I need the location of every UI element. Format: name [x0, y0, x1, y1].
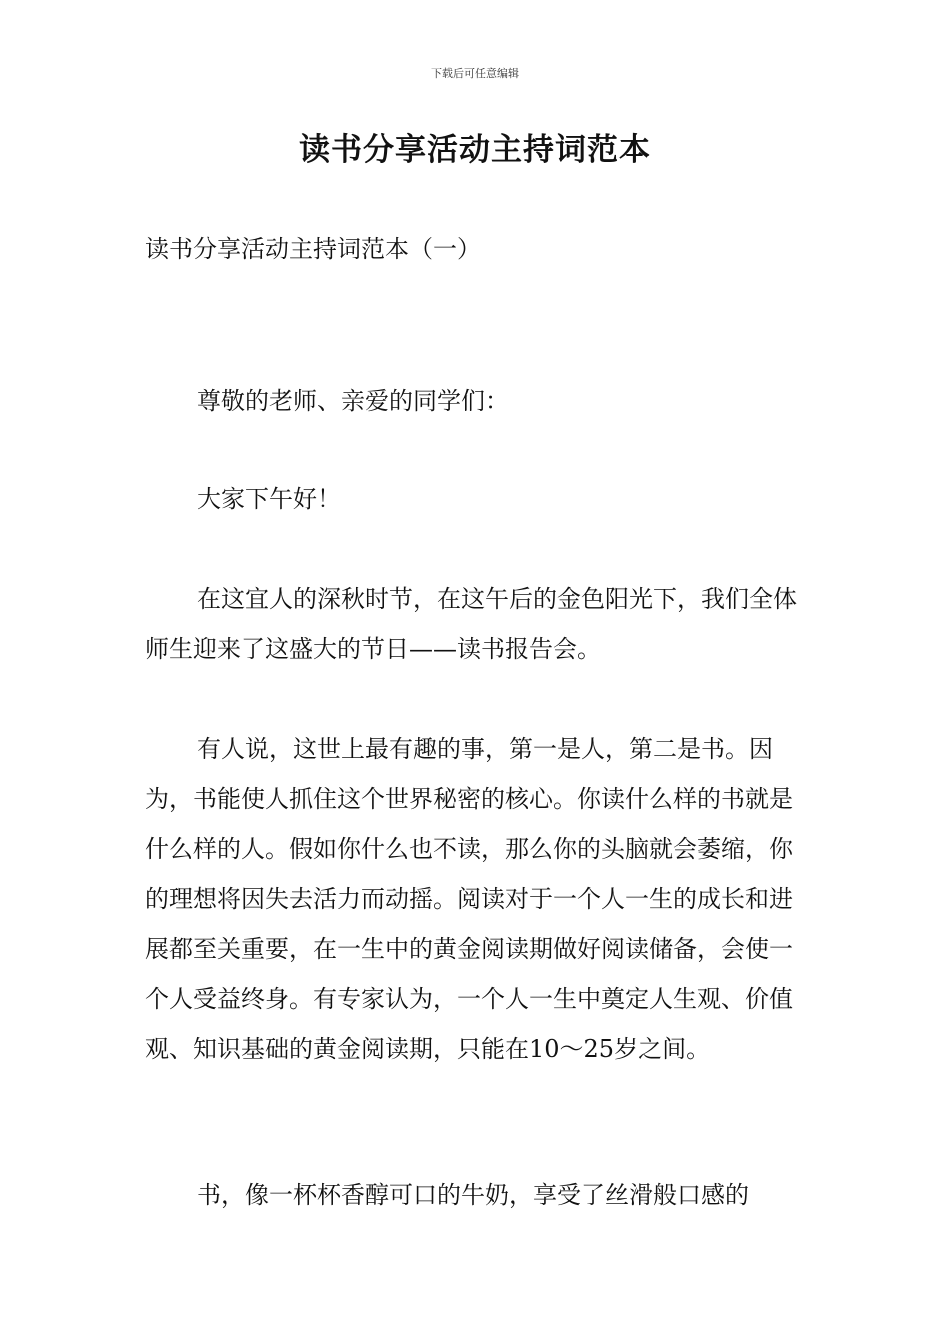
greeting-paragraph: 尊敬的老师、亲爱的同学们： — [197, 387, 509, 415]
opening-paragraph: 在这宜人的深秋时节，在这午后的金色阳光下，我们全体师生迎来了这盛大的节日——读书报告会。 — [145, 585, 797, 663]
document-title: 读书分享活动主持词范本 — [299, 132, 651, 168]
section-subtitle: 读书分享活动主持词范本（一） — [145, 235, 481, 263]
salutation-paragraph: 大家下午好！ — [197, 485, 341, 513]
header-note: 下载后可任意编辑 — [431, 67, 519, 80]
book-metaphor-paragraph: 书，像一杯杯香醇可口的牛奶，享受了丝滑般口感的 — [197, 1181, 749, 1209]
reading-importance-paragraph: 有人说，这世上最有趣的事，第一是人，第二是书。因为，书能使人抓住这个世界秘密的核心。你读什么样的书就是什么样的人。假如你什么也不读，那么你的头脑就会萎缩，你的理想将因失去活力而动摇。阅读对于一个人一生的成长和进展都至关重要，在一生中的黄金阅读期做好阅读储备，会使一个人受益终身。有专家认为，一个人一生中奠定人生观、价值观、知识基础的黄金阅读期，只能在10～25岁之间。 — [145, 735, 793, 1063]
